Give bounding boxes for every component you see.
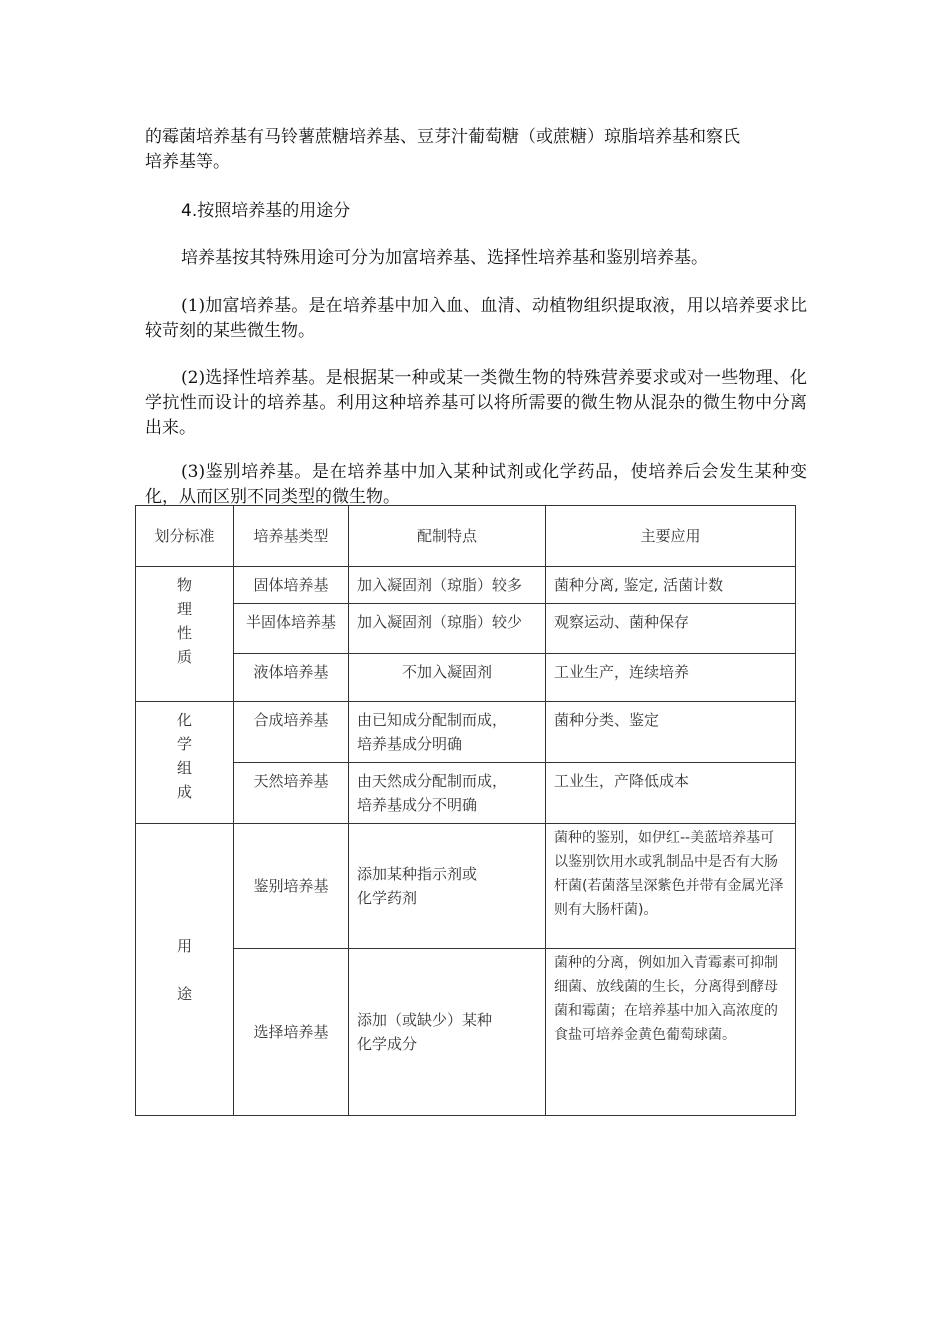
table-row	[136, 604, 796, 654]
use-cell: 工业生，产降低成本	[546, 763, 796, 824]
use-cell: 菌种分类、鉴定	[546, 702, 796, 763]
feature-cell: 由已知成分配制而成， 培养基成分明确	[349, 702, 546, 763]
paragraph-differential-medium: (3)鉴别培养基。是在培养基中加入某种试剂或化学药品，使培养后会发生某种变化，从而区别不同类型的微生物。	[145, 462, 807, 507]
feature-cell: 不加入凝固剂	[349, 654, 546, 702]
paragraph-enrichment-medium: (1)加富培养基。是在培养基中加入血、血清、动植物组织提取液，用以培养要求比较苛刻的某些微生物。	[145, 296, 807, 341]
paragraph-line: 的霉菌培养基有马铃薯蔗糖培养基、豆芽汁葡萄糖（或蔗糖）琼脂培养基和察氏	[145, 127, 740, 147]
type-cell: 固体培养基	[234, 567, 349, 604]
standard-cell: 化 学 组 成	[136, 702, 234, 824]
table-row	[136, 702, 796, 763]
use-cell: 菌种的分离，例如加入青霉素可抑制细菌、放线菌的生长，分离得到酵母菌和霉菌；在培养基中加入高浓度的食盐可培养金黄色葡萄球菌。	[546, 949, 796, 1116]
use-cell: 菌种分离, 鉴定, 活菌计数	[546, 567, 796, 604]
table-header: 培养基类型	[234, 506, 349, 567]
table-row	[136, 567, 796, 604]
culture-media-table	[135, 505, 796, 1116]
table-header: 配制特点	[349, 506, 546, 567]
table-header: 主要应用	[546, 506, 796, 567]
feature-cell: 添加某种指示剂或 化学药剂	[349, 824, 546, 949]
standard-cell: 用 途	[136, 824, 234, 1116]
standard-cell: 物 理 性 质	[136, 567, 234, 702]
feature-cell: 加入凝固剂（琼脂）较多	[349, 567, 546, 604]
table-header: 划分标准	[136, 506, 234, 567]
paragraph-mold-media	[145, 125, 807, 175]
feature-cell: 添加（或缺少）某种 化学成分	[349, 949, 546, 1116]
section-heading: 4.按照培养基的用途分	[181, 201, 351, 221]
type-cell: 合成培养基	[234, 702, 349, 763]
table-header-row	[136, 506, 796, 567]
table-row	[136, 654, 796, 702]
use-cell: 菌种的鉴别，如伊红--美蓝培养基可以鉴别饮用水或乳制品中是否有大肠杆菌(若菌落呈深紫色并带有金属光泽则有大肠杆菌)。	[546, 824, 796, 949]
use-cell: 观察运动、菌种保存	[546, 604, 796, 654]
feature-cell: 由天然成分配制而成， 培养基成分不明确	[349, 763, 546, 824]
use-cell: 工业生产，连续培养	[546, 654, 796, 702]
feature-cell: 加入凝固剂（琼脂）较少	[349, 604, 546, 654]
paragraph-purpose-intro: 培养基按其特殊用途可分为加富培养基、选择性培养基和鉴别培养基。	[181, 248, 708, 268]
type-cell: 选择培养基	[234, 949, 349, 1116]
type-cell: 半固体培养基	[234, 604, 349, 654]
paragraph-selective-medium: (2)选择性培养基。是根据某一种或某一类微生物的特殊营养要求或对一些物理、化学抗性而设计的培养基。利用这种培养基可以将所需要的微生物从混杂的微生物中分离出来。	[145, 368, 807, 438]
table-row	[136, 763, 796, 824]
type-cell: 天然培养基	[234, 763, 349, 824]
type-cell: 液体培养基	[234, 654, 349, 702]
paragraph-line: 培养基等。	[145, 152, 230, 172]
table-row	[136, 949, 796, 1116]
type-cell: 鉴别培养基	[234, 824, 349, 949]
table-row	[136, 824, 796, 949]
